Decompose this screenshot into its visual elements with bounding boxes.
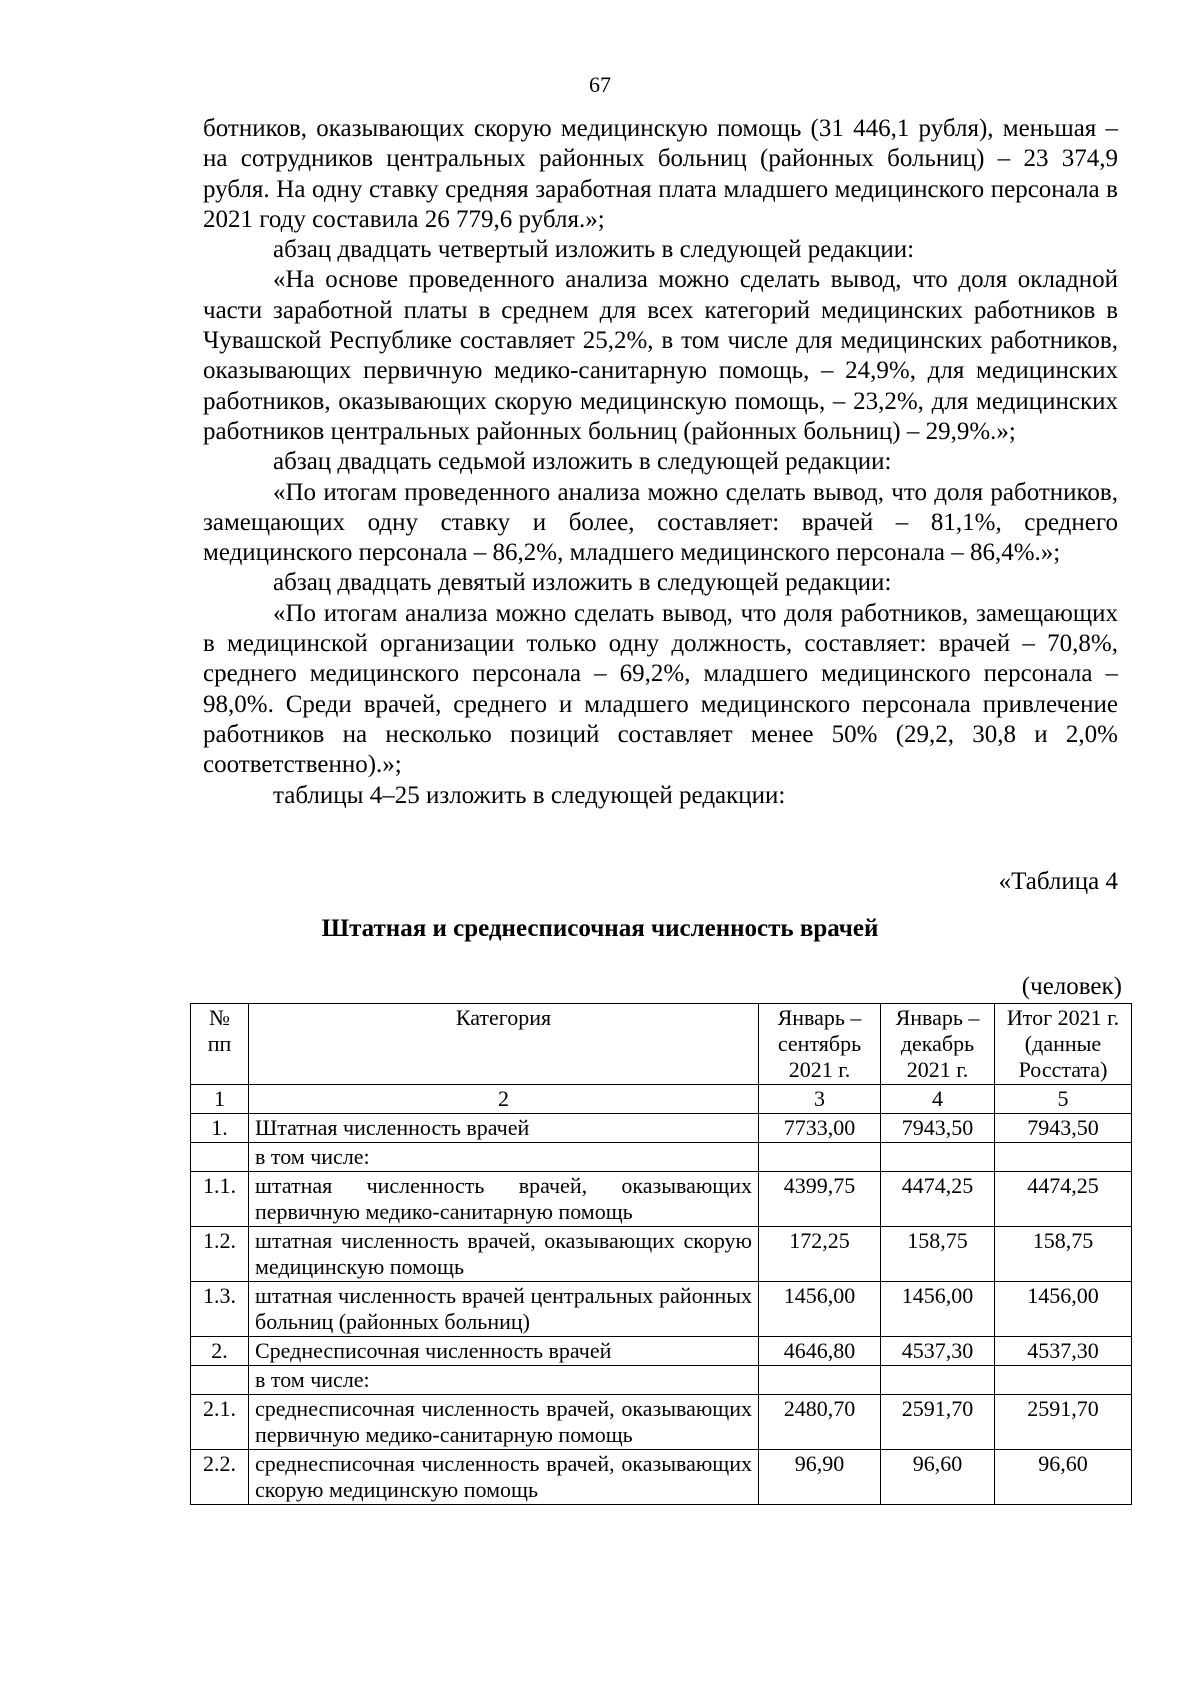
row-category: в том числе:	[249, 1366, 759, 1395]
paragraph: «На основе проведенного анализа можно сделать вывод, что доля окладной части заработной платы в среднем для всех категорий медицинских работников в Чувашской Республике составляет 25,2%, в том числе для медицинских работников, оказывающих первичную медико-санитарную помощь, – 24,9%, для медицинских работников, оказывающих скорую медицинскую помощь, – 23,2%, для медицинских работников центральных районных больниц (районных больниц) – 29,9%.»;	[203, 266, 1118, 445]
column-number-cell: 5	[995, 1085, 1132, 1114]
row-value: 2591,70	[881, 1395, 995, 1450]
header-cell: Январь – сентябрь 2021 г.	[759, 1004, 881, 1085]
table-row	[191, 1282, 1132, 1337]
row-category: штатная численность врачей центральных районных больниц (районных больниц)	[249, 1282, 759, 1337]
column-number-cell: 2	[249, 1085, 759, 1114]
row-value: 4474,25	[995, 1172, 1132, 1227]
table-row	[191, 1114, 1132, 1143]
table-row	[191, 1143, 1132, 1172]
row-category: в том числе:	[249, 1143, 759, 1172]
row-value: 1456,00	[881, 1282, 995, 1337]
row-number	[191, 1366, 249, 1395]
column-number-cell: 4	[881, 1085, 995, 1114]
paragraph: ботников, оказывающих скорую медицинскую помощь (31 446,1 рубля), меньшая – на сотрудников центральных районных больниц (районных больниц) – 23 374,9 рубля. На одну ставку средняя заработная плата младшего медицинского персонала в 2021 году составила 26 779,6 рубля.»;	[203, 115, 1118, 233]
row-category: Среднесписочная численность врачей	[249, 1337, 759, 1366]
column-number-cell: 3	[759, 1085, 881, 1114]
row-value: 96,60	[995, 1450, 1132, 1505]
unit-label: (человек)	[1021, 973, 1122, 1000]
column-number-cell: 1	[191, 1085, 249, 1114]
paragraph: абзац двадцать седьмой изложить в следующей редакции:	[273, 448, 892, 476]
row-value	[881, 1143, 995, 1172]
row-category: среднесписочная численность врачей, оказывающих скорую медицинскую помощь	[249, 1450, 759, 1505]
row-value: 158,75	[881, 1227, 995, 1282]
table-row	[191, 1337, 1132, 1366]
row-value: 4537,30	[881, 1337, 995, 1366]
row-value: 4399,75	[759, 1172, 881, 1227]
row-value: 2591,70	[995, 1395, 1132, 1450]
row-value: 4474,25	[881, 1172, 995, 1227]
table-row	[191, 1172, 1132, 1227]
row-value: 1456,00	[995, 1282, 1132, 1337]
table-row	[191, 1395, 1132, 1450]
header-cell: № пп	[191, 1004, 249, 1085]
paragraph: таблицы 4–25 изложить в следующей редакции:	[273, 781, 786, 809]
column-number-row	[191, 1085, 1132, 1114]
row-value: 4646,80	[759, 1337, 881, 1366]
row-value	[759, 1143, 881, 1172]
table-row	[191, 1227, 1132, 1282]
row-value: 7733,00	[759, 1114, 881, 1143]
body-text	[203, 114, 1118, 811]
table-row	[191, 1450, 1132, 1505]
table-label: «Таблица 4	[998, 868, 1118, 895]
row-value	[995, 1366, 1132, 1395]
row-value: 158,75	[995, 1227, 1132, 1282]
row-number: 1.2.	[191, 1227, 249, 1282]
row-value: 96,90	[759, 1450, 881, 1505]
row-number	[191, 1143, 249, 1172]
table-title: Штатная и среднесписочная численность врачей	[321, 915, 879, 942]
row-number: 1.	[191, 1114, 249, 1143]
row-number: 2.	[191, 1337, 249, 1366]
row-number: 1.1.	[191, 1172, 249, 1227]
row-category: среднесписочная численность врачей, оказывающих первичную медико-санитарную помощь	[249, 1395, 759, 1450]
row-number: 2.2.	[191, 1450, 249, 1505]
table-row	[191, 1366, 1132, 1395]
row-value	[881, 1366, 995, 1395]
paragraph: абзац двадцать четвертый изложить в следующей редакции:	[273, 236, 915, 264]
paragraph: абзац двадцать девятый изложить в следующей редакции:	[273, 569, 892, 597]
page-number: 67	[589, 72, 611, 97]
row-category: Штатная численность врачей	[249, 1114, 759, 1143]
paragraph: «По итогам анализа можно сделать вывод, что доля работников, замещающих в медицинской организации только одну должность, составляет: врачей – 70,8%, среднего медицинского персонала – 69,2%, младшего медицинского персонала – 98,0%. Среди врачей, среднего и младшего медицинского персонала привлечение работников на несколько позиций составляет менее 50% (29,2, 30,8 и 2,0% соответственно).»;	[203, 599, 1118, 779]
row-value	[759, 1366, 881, 1395]
row-value: 172,25	[759, 1227, 881, 1282]
row-value: 1456,00	[759, 1282, 881, 1337]
row-value: 96,60	[881, 1450, 995, 1505]
header-cell: Категория	[249, 1004, 759, 1085]
data-table	[190, 1003, 1132, 1505]
row-value	[995, 1143, 1132, 1172]
paragraph: «По итогам проведенного анализа можно сделать вывод, что доля работников, замещающих одну ставку и более, составляет: врачей – 81,1%, среднего медицинского персонала – 86,2%, младшего медицинского персонала – 86,4%.»;	[203, 478, 1118, 567]
row-category: штатная численность врачей, оказывающих первичную медико-санитарную помощь	[249, 1172, 759, 1227]
row-value: 2480,70	[759, 1395, 881, 1450]
row-number: 1.3.	[191, 1282, 249, 1337]
row-value: 7943,50	[995, 1114, 1132, 1143]
row-value: 7943,50	[881, 1114, 995, 1143]
header-cell: Итог 2021 г. (данные Росстата)	[995, 1004, 1132, 1085]
header-cell: Январь – декабрь 2021 г.	[881, 1004, 995, 1085]
row-value: 4537,30	[995, 1337, 1132, 1366]
row-category: штатная численность врачей, оказывающих скорую медицинскую помощь	[249, 1227, 759, 1282]
row-number: 2.1.	[191, 1395, 249, 1450]
table-header-row	[191, 1004, 1132, 1085]
